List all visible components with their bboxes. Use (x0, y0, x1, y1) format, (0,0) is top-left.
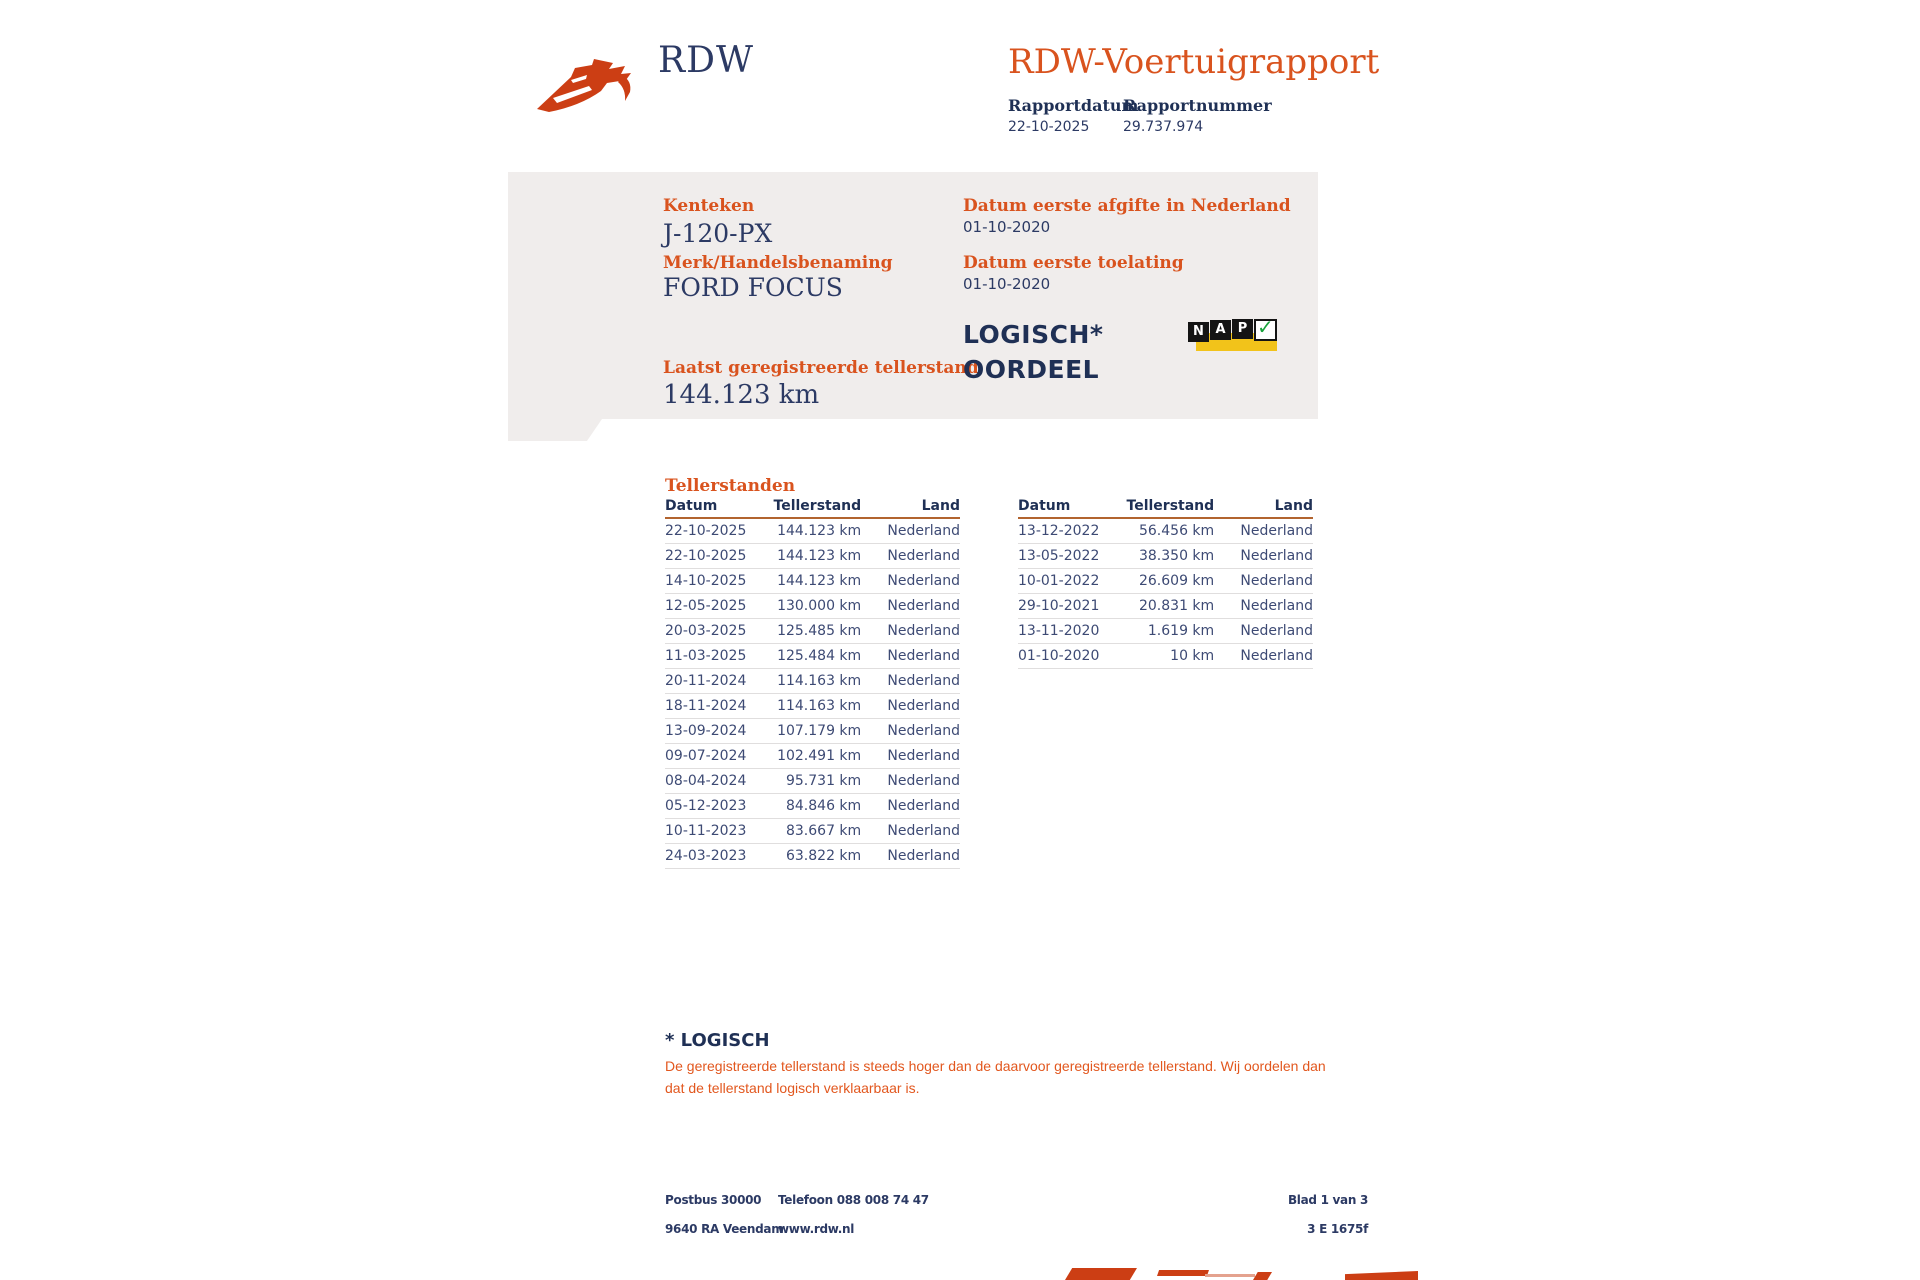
column-header: Land (861, 498, 960, 518)
first-admission-label: Datum eerste toelating (963, 253, 1184, 273)
table-row: 29-10-2021 20.831 km Nederland (1018, 594, 1313, 619)
tellerstanden-table-right (1018, 498, 1313, 669)
merk-value: FORD FOCUS (663, 273, 843, 302)
footnote-text-line2: dat de tellerstand logisch verklaarbaar is. (665, 1080, 920, 1096)
report-number-value: 29.737.974 (1123, 119, 1204, 135)
table-row: 13-05-2022 38.350 km Nederland (1018, 544, 1313, 569)
nap-tile-p: P (1232, 319, 1253, 339)
table-row: 13-09-2024 107.179 km Nederland (665, 719, 960, 744)
footer-address-line1: Postbus 30000 (665, 1193, 762, 1207)
nap-logo (1188, 315, 1282, 355)
tellerstanden-heading: Tellerstanden (665, 476, 796, 496)
footer-website-link[interactable]: www.rdw.nl (778, 1222, 855, 1236)
nap-tile-a: A (1210, 320, 1231, 340)
nap-tile-n: N (1188, 322, 1209, 342)
table-row: 13-11-2020 1.619 km Nederland (1018, 619, 1313, 644)
table-row: 20-11-2024 114.163 km Nederland (665, 669, 960, 694)
kenteken-value: J-120-PX (663, 219, 773, 248)
summary-panel (508, 172, 1318, 419)
table-row: 22-10-2025 144.123 km Nederland (665, 518, 960, 544)
rdw-wing-logo-icon (535, 56, 647, 114)
report-date-label: Rapportdatum (1008, 96, 1139, 115)
column-header: Land (1214, 498, 1313, 518)
column-header: Datum (1018, 498, 1127, 518)
table-header (665, 498, 960, 518)
column-header: Tellerstand (1127, 498, 1215, 518)
wing-fragment-icon (1253, 1272, 1272, 1280)
merk-label: Merk/Handelsbenaming (663, 253, 893, 273)
table-row: 13-12-2022 56.456 km Nederland (1018, 518, 1313, 544)
mileage-label: Laatst geregistreerde tellerstand (663, 358, 979, 378)
footer-address-line2: 9640 RA Veendam (665, 1222, 784, 1236)
footer-doc-code: 3 E 1675f (1307, 1222, 1368, 1236)
footer-page-number: Blad 1 van 3 (1287, 1193, 1368, 1207)
wing-fragment-icon (1345, 1271, 1418, 1280)
first-issue-value: 01-10-2020 (963, 218, 1051, 236)
table-row: 20-03-2025 125.485 km Nederland (665, 619, 960, 644)
page-title: RDW-Voertuigrapport (1008, 42, 1380, 82)
rdw-logo-text: RDW (658, 40, 754, 81)
kenteken-label: Kenteken (663, 196, 755, 216)
table-row: 05-12-2023 84.846 km Nederland (665, 794, 960, 819)
table-row: 01-10-2020 10 km Nederland (1018, 644, 1313, 669)
footnote-text-line1: De geregistreerde tellerstand is steeds hoger dan de daarvoor geregistreerde tellerstand. Wij oordelen dan (665, 1058, 1326, 1074)
table-row: 08-04-2024 95.731 km Nederland (665, 769, 960, 794)
table-row: 10-11-2023 83.667 km Nederland (665, 819, 960, 844)
footnote-heading: * LOGISCH (665, 1030, 770, 1051)
footer-phone: Telefoon 088 008 74 47 (778, 1193, 929, 1207)
wing-fragment-icon (1157, 1270, 1209, 1276)
verdict-line2: OORDEEL (963, 355, 1100, 384)
wing-fragment-icon (1205, 1274, 1255, 1277)
table-row: 09-07-2024 102.491 km Nederland (665, 744, 960, 769)
first-admission-value: 01-10-2020 (963, 275, 1051, 293)
wing-fragment-icon (1065, 1268, 1137, 1280)
table-row: 14-10-2025 144.123 km Nederland (665, 569, 960, 594)
report-number-label: Rapportnummer (1123, 96, 1272, 115)
summary-panel-tab (508, 419, 602, 441)
first-issue-label: Datum eerste afgifte in Nederland (963, 196, 1291, 216)
table-header (1018, 498, 1313, 518)
table-row: 12-05-2025 130.000 km Nederland (665, 594, 960, 619)
table-row: 18-11-2024 114.163 km Nederland (665, 694, 960, 719)
tellerstanden-table-left (665, 498, 960, 869)
column-header: Tellerstand (774, 498, 862, 518)
nap-check-tile (1254, 315, 1277, 341)
verdict-line1: LOGISCH* (963, 320, 1104, 349)
mileage-value: 144.123 km (663, 380, 820, 410)
table-row: 24-03-2023 63.822 km Nederland (665, 844, 960, 869)
table-row: 10-01-2022 26.609 km Nederland (1018, 569, 1313, 594)
column-header: Datum (665, 498, 774, 518)
nap-check-icon: ✓ (1257, 315, 1274, 339)
report-date-value: 22-10-2025 (1008, 119, 1090, 135)
table-row: 11-03-2025 125.484 km Nederland (665, 644, 960, 669)
table-row: 22-10-2025 144.123 km Nederland (665, 544, 960, 569)
